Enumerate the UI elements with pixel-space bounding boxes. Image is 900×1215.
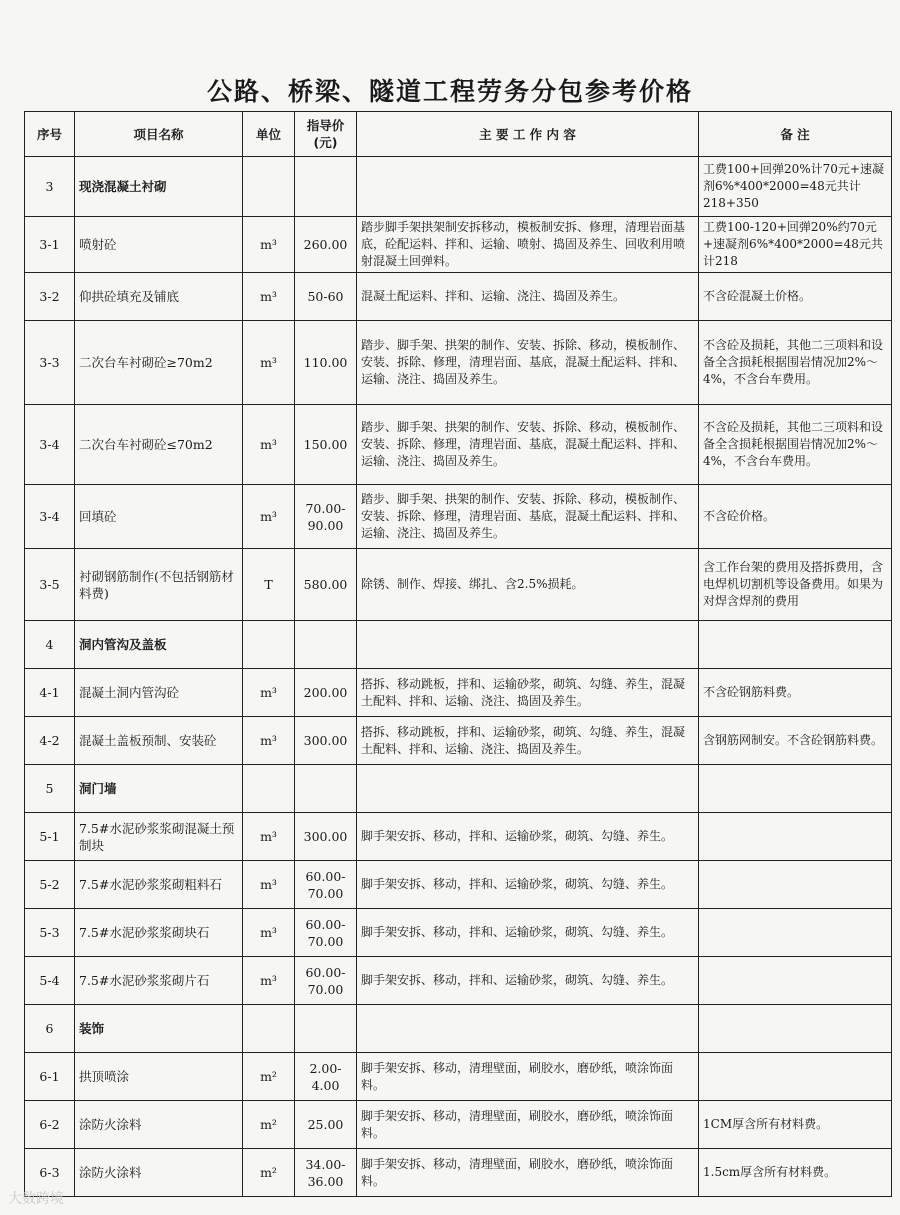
cell-price: 34.00-36.00 (295, 1149, 357, 1197)
cell-content: 脚手架安拆、移动，拌和、运输砂浆，砌筑、勾缝、养生。 (357, 957, 699, 1005)
cell-no: 6 (25, 1005, 75, 1053)
cell-name: 洞门墙 (75, 765, 243, 813)
section-row (25, 765, 892, 813)
cell-unit (243, 157, 295, 217)
cell-content: 搭拆、移动跳板，拌和、运输砂浆，砌筑、勾缝、养生，混凝土配料、拌和、运输、浇注、捣固及养生。 (357, 717, 699, 765)
cell-name: 混凝土洞内管沟砼 (75, 669, 243, 717)
cell-unit: m³ (243, 909, 295, 957)
cell-price: 2.00-4.00 (295, 1053, 357, 1101)
cell-name: 装饰 (75, 1005, 243, 1053)
table-row (25, 909, 892, 957)
cell-unit (243, 765, 295, 813)
cell-remark: 含钢筋网制安。不含砼钢筋料费。 (699, 717, 892, 765)
cell-no: 3-2 (25, 273, 75, 321)
cell-unit: m³ (243, 717, 295, 765)
table-row (25, 1101, 892, 1149)
section-row (25, 157, 892, 217)
cell-no: 3 (25, 157, 75, 217)
cell-price: 110.00 (295, 321, 357, 405)
cell-content: 踏步、脚手架、拱架的制作、安装、拆除、移动，模板制作、安装、拆除、修理，清理岩面、基底，混凝土配运料、拌和、运输、浇注、捣固及养生。 (357, 405, 699, 485)
table-row (25, 957, 892, 1005)
cell-content: 脚手架安拆、移动，拌和、运输砂浆，砌筑、勾缝、养生。 (357, 813, 699, 861)
table-row (25, 273, 892, 321)
table-row (25, 485, 892, 549)
cell-name: 衬砌钢筋制作(不包括钢筋材料费) (75, 549, 243, 621)
cell-no: 5-2 (25, 861, 75, 909)
cell-remark: 1.5cm厚含所有材料费。 (699, 1149, 892, 1197)
cell-no: 6-1 (25, 1053, 75, 1101)
cell-name: 二次台车衬砌砼≤70m2 (75, 405, 243, 485)
cell-name: 回填砼 (75, 485, 243, 549)
cell-content: 搭拆、移动跳板，拌和、运输砂浆，砌筑、勾缝、养生，混凝土配料、拌和、运输、浇注、捣固及养生。 (357, 669, 699, 717)
header-content: 主 要 工 作 内 容 (357, 112, 699, 157)
cell-remark: 不含砼及损耗，其他二三项料和设备全含损耗根据围岩情况加2%～4%，不含台车费用。 (699, 321, 892, 405)
cell-content: 除锈、制作、焊接、绑扎、含2.5%损耗。 (357, 549, 699, 621)
cell-remark: 不含砼价格。 (699, 485, 892, 549)
cell-unit: m³ (243, 405, 295, 485)
section-row (25, 621, 892, 669)
cell-name: 洞内管沟及盖板 (75, 621, 243, 669)
cell-content: 脚手架安拆、移动，清理壁面，刷胶水，磨砂纸，喷涂饰面料。 (357, 1149, 699, 1197)
cell-name: 7.5#水泥砂浆浆砌片石 (75, 957, 243, 1005)
cell-no: 3-1 (25, 217, 75, 273)
cell-no: 5-1 (25, 813, 75, 861)
cell-remark: 不含砼混凝土价格。 (699, 273, 892, 321)
table-row (25, 321, 892, 405)
table-row (25, 405, 892, 485)
cell-name: 现浇混凝土衬砌 (75, 157, 243, 217)
cell-content (357, 765, 699, 813)
cell-name: 涂防火涂料 (75, 1101, 243, 1149)
cell-unit: m³ (243, 321, 295, 405)
cell-name: 混凝土盖板预制、安装砼 (75, 717, 243, 765)
cell-remark: 工费100-120+回弹20%约70元+速凝剂6%*400*2000=48元共计218 (699, 217, 892, 273)
cell-content: 脚手架安拆、移动，拌和、运输砂浆，砌筑、勾缝、养生。 (357, 861, 699, 909)
cell-no: 3-5 (25, 549, 75, 621)
cell-content: 踏步脚手架拱架制安拆移动，模板制安拆、修理，清理岩面基底，砼配运料、拌和、运输、喷射、捣固及养生、回收利用喷射混凝土回弹料。 (357, 217, 699, 273)
cell-price: 70.00-90.00 (295, 485, 357, 549)
table-row (25, 861, 892, 909)
cell-remark (699, 621, 892, 669)
cell-no: 3-4 (25, 405, 75, 485)
cell-remark: 不含砼及损耗，其他二三项料和设备全含损耗根据围岩情况加2%～4%，不含台车费用。 (699, 405, 892, 485)
cell-remark (699, 813, 892, 861)
cell-remark (699, 1005, 892, 1053)
cell-unit: m³ (243, 861, 295, 909)
table-row (25, 669, 892, 717)
cell-price: 150.00 (295, 405, 357, 485)
cell-price (295, 157, 357, 217)
cell-content: 脚手架安拆、移动，清理壁面，刷胶水，磨砂纸，喷涂饰面料。 (357, 1053, 699, 1101)
table-row (25, 217, 892, 273)
cell-name: 二次台车衬砌砼≥70m2 (75, 321, 243, 405)
cell-price: 300.00 (295, 813, 357, 861)
table-row (25, 1053, 892, 1101)
cell-content (357, 157, 699, 217)
cell-unit: m² (243, 1149, 295, 1197)
cell-price (295, 765, 357, 813)
cell-remark: 含工作台架的费用及搭拆费用，含电焊机切割机等设备费用。如果为对焊含焊剂的费用 (699, 549, 892, 621)
cell-remark (699, 861, 892, 909)
cell-remark (699, 765, 892, 813)
cell-unit: m³ (243, 217, 295, 273)
watermark: 大数跨境 (8, 1191, 64, 1207)
cell-unit (243, 621, 295, 669)
cell-no: 5 (25, 765, 75, 813)
table-row (25, 1149, 892, 1197)
header-remark: 备 注 (699, 112, 892, 157)
cell-name: 7.5#水泥砂浆浆砌混凝土预制块 (75, 813, 243, 861)
cell-price: 300.00 (295, 717, 357, 765)
cell-price: 60.00-70.00 (295, 861, 357, 909)
cell-content (357, 1005, 699, 1053)
page-title: 公路、桥梁、隧道工程劳务分包参考价格 (206, 77, 693, 106)
price-table (24, 111, 892, 1197)
cell-name: 喷射砼 (75, 217, 243, 273)
cell-name: 7.5#水泥砂浆浆砌粗料石 (75, 861, 243, 909)
cell-remark (699, 1053, 892, 1101)
cell-unit: m³ (243, 813, 295, 861)
cell-no: 5-4 (25, 957, 75, 1005)
cell-name: 涂防火涂料 (75, 1149, 243, 1197)
header-unit: 单位 (243, 112, 295, 157)
cell-content (357, 621, 699, 669)
cell-unit: m³ (243, 957, 295, 1005)
cell-name: 7.5#水泥砂浆浆砌块石 (75, 909, 243, 957)
cell-content: 踏步、脚手架、拱架的制作、安装、拆除、移动，模板制作、安装、拆除、修理，清理岩面、基底，混凝土配运料、拌和、运输、浇注、捣固及养生。 (357, 321, 699, 405)
cell-unit: m³ (243, 273, 295, 321)
table-row (25, 549, 892, 621)
cell-no: 4 (25, 621, 75, 669)
cell-price: 580.00 (295, 549, 357, 621)
cell-remark (699, 957, 892, 1005)
cell-price: 60.00-70.00 (295, 957, 357, 1005)
cell-unit: m³ (243, 485, 295, 549)
cell-content: 混凝土配运料、拌和、运输、浇注、捣固及养生。 (357, 273, 699, 321)
section-row (25, 1005, 892, 1053)
cell-no: 3-3 (25, 321, 75, 405)
cell-name: 仰拱砼填充及铺底 (75, 273, 243, 321)
cell-remark: 工费100+回弹20%计70元+速凝剂6%*400*2000=48元共计218+350 (699, 157, 892, 217)
header-name: 项目名称 (75, 112, 243, 157)
cell-unit (243, 1005, 295, 1053)
cell-no: 4-2 (25, 717, 75, 765)
cell-price: 200.00 (295, 669, 357, 717)
cell-unit: m³ (243, 669, 295, 717)
cell-content: 脚手架安拆、移动，清理壁面，刷胶水，磨砂纸，喷涂饰面料。 (357, 1101, 699, 1149)
cell-no: 3-4 (25, 485, 75, 549)
cell-unit: m² (243, 1101, 295, 1149)
cell-remark: 1CM厚含所有材料费。 (699, 1101, 892, 1149)
cell-content: 脚手架安拆、移动，拌和、运输砂浆，砌筑、勾缝、养生。 (357, 909, 699, 957)
cell-no: 6-2 (25, 1101, 75, 1149)
cell-content: 踏步、脚手架、拱架的制作、安装、拆除、移动，模板制作、安装、拆除、修理，清理岩面、基底，混凝土配运料、拌和、运输、浇注、捣固及养生。 (357, 485, 699, 549)
cell-price: 60.00-70.00 (295, 909, 357, 957)
header-price: 指导价(元) (295, 112, 357, 157)
cell-price: 50-60 (295, 273, 357, 321)
cell-no: 5-3 (25, 909, 75, 957)
table-row (25, 717, 892, 765)
cell-name: 拱顶喷涂 (75, 1053, 243, 1101)
cell-remark (699, 909, 892, 957)
table-row (25, 813, 892, 861)
cell-price (295, 1005, 357, 1053)
table-header-row (25, 112, 892, 157)
cell-price (295, 621, 357, 669)
cell-remark: 不含砼钢筋料费。 (699, 669, 892, 717)
header-no: 序号 (25, 112, 75, 157)
cell-no: 6-3 (25, 1149, 75, 1197)
cell-unit: T (243, 549, 295, 621)
cell-no: 4-1 (25, 669, 75, 717)
cell-price: 25.00 (295, 1101, 357, 1149)
cell-unit: m² (243, 1053, 295, 1101)
cell-price: 260.00 (295, 217, 357, 273)
